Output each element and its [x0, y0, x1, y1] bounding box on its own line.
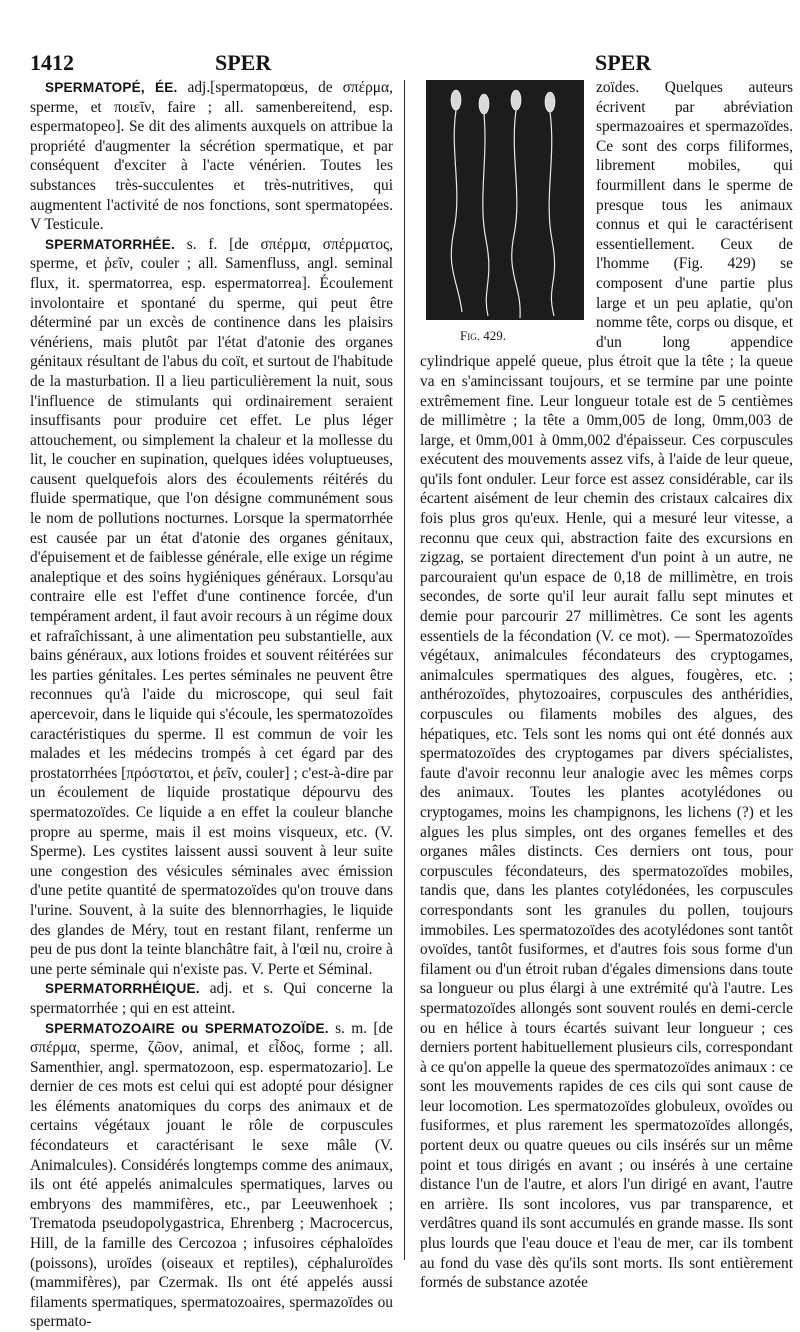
entry-body: s. f. [de σπέρμα, σπέρματος, sperme, et ῥεῖν, couler ; all. Samenfluss, angl. seminal flux, it. spermatorrea, esp. espermatorrea]. Écoulement involontaire et spontané du sperme, qui peut être déterminé par un excès de continence dans les plaisirs vénériens, mais plutôt par l'état d'atonie des organes génitaux résultant de l'abus du coït, et surtout de l'habitude de la masturbation. Il a lieu particulièrement la nuit, sous l'influence de stimulants qui ordinairement seraient insuffisants pour produire cet effet. Le plus léger attouchement, ou simplement la chaleur et la mollesse du lit, le coucher en supination, quelques idées voluptueuses, causent quelquefois alors des écoulements réitérés du fluide spermatique, que l'on désigne communément sous le nom de pollutions nocturnes. Lorsque la spermatorrhée est causée par un état d'atonie des organes génitaux, d'épuisement et de faiblesse générale, elle exige un régime analeptique et des soins hygiéniques généraux. Lorsqu'au contraire elle est l'effet d'une continence forcée, d'un tempérament ardent, il faut avoir recours à un régime doux et rafraîchissant, à une alimentation peu substantielle, aux bains généraux, aux lotions froides et souvent réitérées sur les parties génitales. Les pertes séminales ne peuvent être reconnues qu'à l'aide du microscope, qui seul fait apercevoir, dans le liquide qui s'écoule, les spermatozoïdes caractéristiques du sperme. Il est commun de voir les malades et les médecins trompés à cet égard par des prostatorrhées [πρόστατοι, et ῥεῖν, couler] ; c'est-à-dire par un écoulement de liquide prostatique dépourvu des spermatozoïdes. Ce liquide a en effet la couleur blanche propre au sperme, mais il est moins visqueux, etc. (V. Sperme). Les cystites laissent aussi souvent à leur suite une congestion des vésicules séminales avec émission d'une petite quantité de spermatozoïdes qu'on trouve dans l'urine. Souvent, à la suite des blennorrhagies, le liquide des glandes de Méry, tout en restant filant, renferme un peu de pus dont la teinte blanchâtre fait, à l'œil nu, croire à une perte séminale qui n'existe pas. V. Perte et Séminal.	[30, 236, 393, 978]
left-column	[30, 78, 393, 1332]
left-guide-word: SPER	[215, 50, 271, 76]
entry-spermatope	[30, 78, 393, 235]
page-number: 1412	[30, 50, 74, 76]
headword: SPERMATOPÉ, ÉE.	[45, 80, 178, 95]
figure-caption: Fig. 429.	[460, 326, 506, 346]
entry-spermatozoaire	[30, 1019, 393, 1332]
headword: SPERMATOZOAIRE ou SPERMATOZOÏDE.	[45, 1021, 329, 1036]
headword: SPERMATORRHÉIQUE.	[45, 981, 200, 996]
entry-body: adj.[spermatopœus, de σπέρμα, sperme, et ποιεῖν, faire ; all. samenbereitend, esp. espermatopeo]. Se dit des aliments auxquels on attribue la propriété d'augmenter la sécrétion spermatique, et par conséquent d'exciter à l'acte vénérien. Toutes les substances très-succulentes et très-nutritives, qui augmentent l'activité de nos fonctions, sont spermatopées. V Testicule.	[30, 79, 393, 233]
entry-continuation: zoïdes. Quelques auteurs écrivent par abréviation spermazoaires et spermazoïdes. Ce sont des corps filiformes, librement mobiles, qui fourmillent dans le sperme de presque tous les animaux connus et qui le caractérisent essentiellement. Ceux de l'homme (Fig. 429) se composent d'une partie plus large et un peu aplatie, qu'on nomme tête, corps ou disque, et d'un long appendice cylindrique appelé queue, plus étroit que la tête ; la queue va en s'amincissant toujours, et se termine par une pointe extrêmement fine. Leur longueur totale est de 5 centièmes de millimètre ; la tête a 0mm,005 de long, 0mm,003 de large, et 0mm,001 à 0mm,002 d'épaisseur. Ces corpuscules exécutent des mouvements assez vifs, à l'aide de leur queue, qu'ils font onduler. Leur force est assez considérable, car ils écartent aisément de leur chemin des cristaux calcaires dix fois plus gros qu'eux. Henle, qui a mesuré leur vitesse, a reconnu que ceux qui, abstraction faite des excursions en zigzag, se portaient directement d'un point à un autre, ne parcouraient qu'un espace de 0,18 de millimètre, en trois secondes, de sorte qu'il leur aurait fallu sept minutes et demie pour parcourir 27 millimètres. Ce sont les agents essentiels de la fécondation (V. ce mot). — Spermatozoïdes végétaux, animalcules fécondateurs des cryptogames, animalcules spermatiques des algues, fougères, etc. ; anthérozoïdes, phytozoaires, corpuscules des anthéridies, corpuscules ou filaments mobiles des algues, des hépatiques, etc. Tels sont les noms qui ont été donnés aux spermatozoïdes des cryptogames par divers spécialistes, faute d'avoir reconnu leur analogie avec les mêmes corps des animaux. Toutes les plantes acotylédones ou cryptogames, moins les champignons, les lichens (?) et les algues les plus simples, ont des organes femelles et des organes mâles distincts. Ces derniers ont tous, pour corpuscules fécondateurs, des spermatozoïdes mobiles, tandis que, dans les plantes cotylédonées, les corpuscules correspondants sont les granules du pollen, toujours immobiles. Les spermatozoïdes des acotylédones sont tantôt ovoïdes, tantôt fusiformes, et d'autres fois sous forme d'un filament ou d'un étroit ruban d'égales dimensions dans toute sa longueur ou plus élargi à une extrémité qu'à l'autre. Les spermatozoïdes allongés sont souvent roulés en demi-cercle ou en hélice à tours écartés suivant leur longueur ; ces derniers portent habituellement plusieurs cils, correspondant à ce qu'on appelle la queue des spermatozoïdes animaux : ce sont les mouvements rapides de ces cils qui sont cause de leur locomotion. Les spermatozoïdes globuleux, ovoïdes ou fusiformes, et plus rarement les spermatozoïdes allongés, portent deux ou quatre queues ou cils insérés sur un même point et tous dirigés en avant ; ou insérés à une certaine distance l'un de l'autre, et alors l'un dirigé en avant, l'autre en arrière. Ils sont incolores, vus par transparence, et verdâtres quand ils sont accumulés en grande masse. Ils sont plus lourds que l'eau douce et l'eau de mer, car ils tombent au fond du vase dès qu'ils sont morts. Ils sont entièrement formés de substance azotée	[420, 78, 793, 1293]
entry-body: adj. et s. Qui concerne la spermatorrhée ; qui en est atteint.	[30, 980, 393, 1017]
entry-spermatorrhee	[30, 235, 393, 980]
right-guide-word: SPER	[595, 50, 651, 76]
entry-body: s. m. [de σπέρμα, sperme, ζῶον, animal, et εἶδος, forme ; all. Samenthier, angl. spermatozoon, esp. espermatozario]. Le dernier de ces mots est celui qui est adopté pour désigner les éléments anatomiques du corps des animaux et de certains végétaux jouant le rôle de corpuscules fécondateurs et caractérisant le sexe mâle (V. Animalcules). Considérés longtemps comme des animaux, ils ont été appelés animalcules spermatiques, larves ou embryons des mammifères, etc., par Leeuwenhoek ; Trematoda pseudopolygastrica, Ehrenberg ; Macrocercus, Hill, de la famille des Cercozoa ; infusoires céphaloïdes (poissons), uroïdes (oiseaux et reptiles), céphaluroïdes (mammifères), par Czermak. Ils ont été appelés aussi filaments spermatiques, spermatozoaires, spermazoïdes ou spermato-	[30, 1020, 393, 1331]
column-divider	[404, 80, 405, 1260]
running-header	[30, 50, 778, 78]
figure-spermatozoa	[420, 80, 590, 346]
right-column	[420, 78, 793, 1293]
headword: SPERMATORRHÉE.	[45, 237, 175, 252]
entry-spermatorrheique	[30, 979, 393, 1018]
spermatozoa-illustration	[426, 80, 584, 320]
